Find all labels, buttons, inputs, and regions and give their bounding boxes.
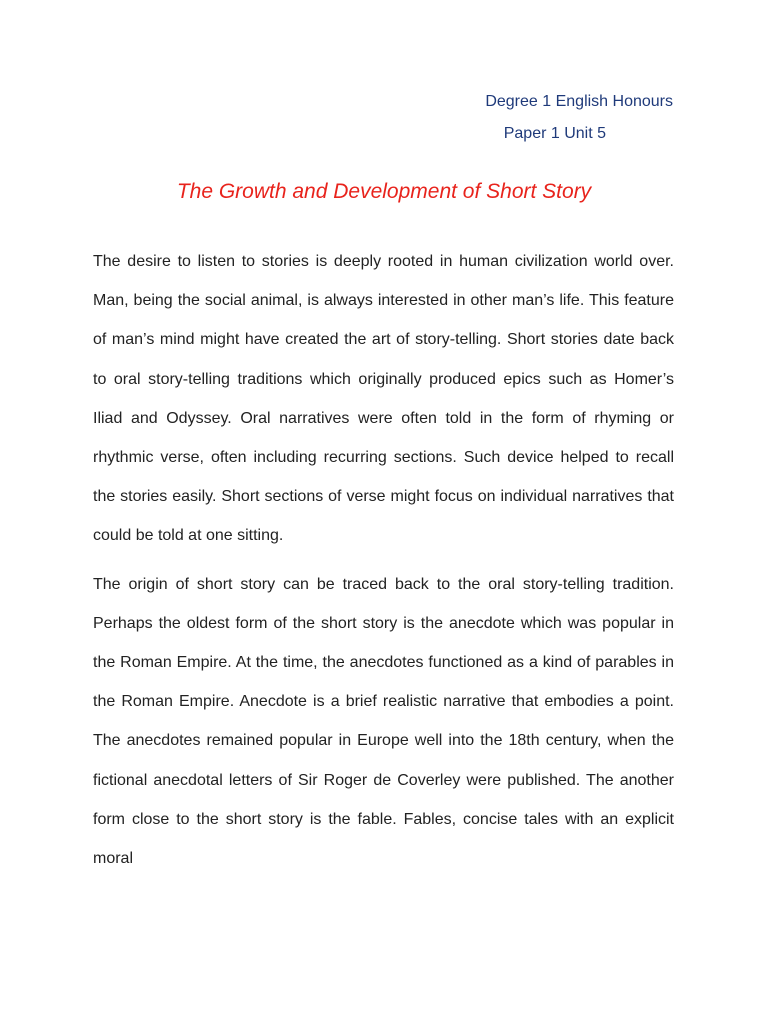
paragraph-2: The origin of short story can be traced back to the oral story-telling tradition. Perhaps the oldest form of the short story is the anecdote which was popular in the Roman Empire. At the time, the anecdotes functioned as a kind of parables in the Roman Empire. Anecdote is a brief realistic narrative that embodies a point. The anecdotes remained popular in Europe well into the 18th century, when the fictional anecdotal letters of Sir Roger de Coverley were published. The another form close to the short story is the fable. Fables, concise tales with an explicit moral	[93, 575, 674, 868]
document-body	[93, 242, 674, 887]
paragraph-1: The desire to listen to stories is deeply rooted in human civilization world over. Man, being the social animal, is always interested in other man’s life. This feature of man’s mind might have created the art of story-telling. Short stories date back to oral story-telling traditions which originally produced epics such as Homer’s Iliad and Odyssey. Oral narratives were often told in the form of rhyming or rhythmic verse, often including recurring sections. Such device helped to recall the stories easily. Short sections of verse might focus on individual narratives that could be told at one sitting.	[93, 253, 674, 545]
course-title: Degree 1 English Honours	[485, 93, 673, 110]
paper-unit: Paper 1 Unit 5	[503, 125, 606, 142]
document-header	[373, 86, 673, 150]
document-title: The Growth and Development of Short Story	[176, 180, 592, 203]
